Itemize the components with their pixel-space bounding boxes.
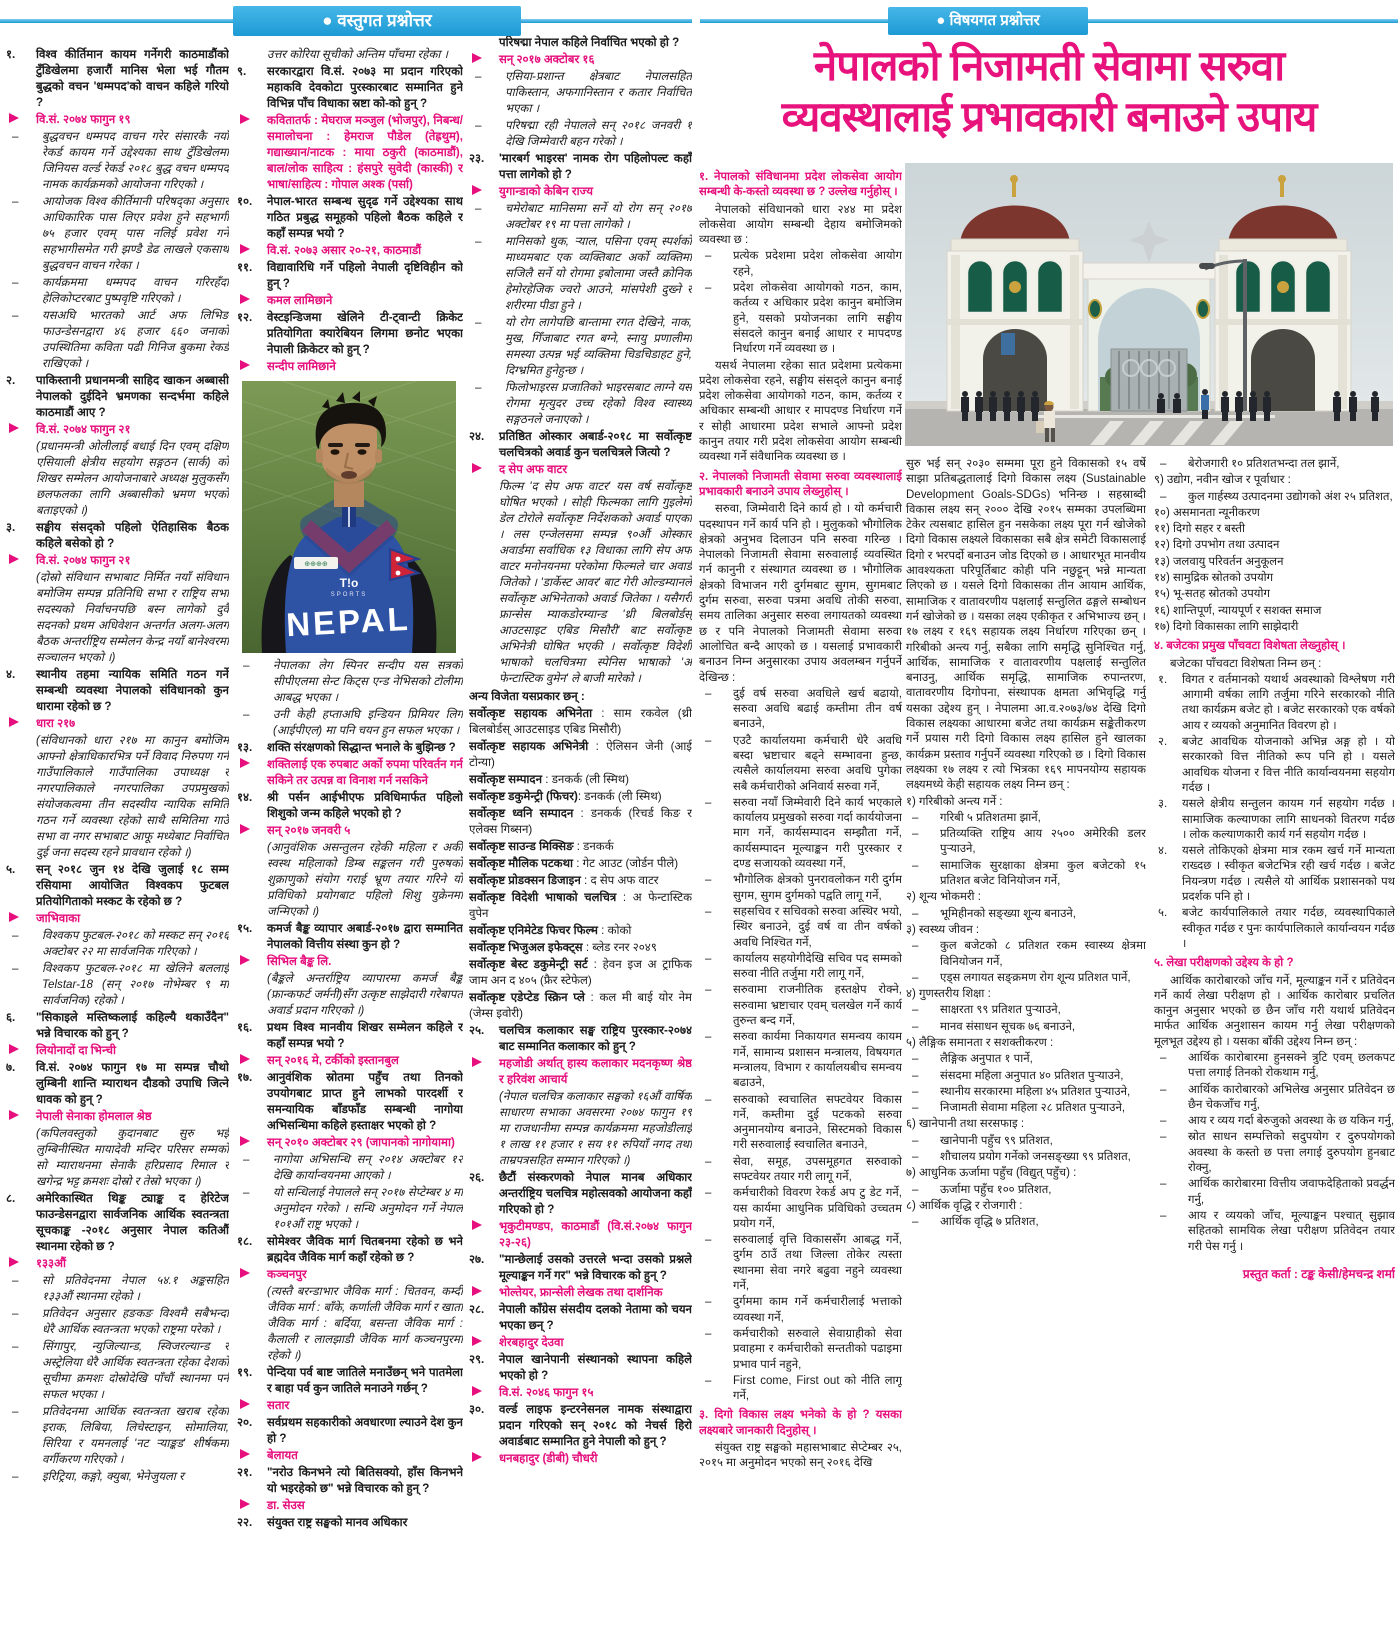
answer-arrow-icon bbox=[9, 912, 19, 922]
bullet: – साक्षरता ९९ प्रतिशत पुर्‍याउने, bbox=[912, 1004, 1061, 1017]
detail-bullet: – चमेरोबाट मानिसमा सर्ने यो रोग सन् २०१७ अक्टोबर १९ मा पत्ता लागेको । bbox=[475, 202, 692, 231]
question: ६. "सिकाइले मस्तिष्कलाई कहिल्यै थकाउँदैन" भन्ने विचारक को हुन् ? bbox=[6, 1011, 229, 1040]
left-section-header-label: ● वस्तुगत प्रश्नोत्तर bbox=[322, 11, 432, 30]
question: ८. अमेरिकास्थित थिङ्क ट्याङ्क द हेरिटेज फाउन्डेसनद्वारा सार्वजनिक आर्थिक स्वतन्त्रता सूचकाङ्क -२०१८ अनुसार नेपाल कतिऔं स्थानमा रहेको छ ? bbox=[6, 1192, 229, 1253]
answer-arrow-icon bbox=[9, 554, 19, 564]
answer-arrow-icon bbox=[240, 360, 250, 370]
bullet: – सहसचिव र सचिवको सरुवा अस्थिर भयो, स्थिर बनाउने, दुई वर्ष वा तीन वर्षको अवधि निश्चित गर्ने, bbox=[705, 905, 902, 949]
detail-bullet: – सिंगापुर, न्युजिल्यान्ड, स्विजरल्यान्ड र अस्ट्रेलिया धेरै आर्थिक स्वतन्त्रता रहेका देशको सूचीमा क्रमशः दोस्रोदेखि पाँचौं स्थानमा पर्न सफल भएका । bbox=[12, 1340, 229, 1401]
question: ११. विद्यावारिधि गर्ने पहिलो नेपाली दृष्टिविहीन को हुन् ? bbox=[237, 261, 463, 290]
byline: प्रस्तुत कर्ता : टङ्क केसी/हेमचन्द्र शर्मा bbox=[1242, 1266, 1395, 1281]
question: १४. श्री पर्सन आईभीएफ प्रविधिमार्फत पहिलो शिशुको जन्म कहिले भएको हो ? bbox=[237, 791, 463, 820]
list-heading: ३) स्वस्थ्य जीवन : bbox=[906, 923, 980, 936]
svg-text:SPORTS: SPORTS bbox=[330, 592, 368, 598]
answer: बेलायत bbox=[237, 1448, 463, 1464]
detail-bullet: – बुद्धवचन धम्मपद वाचन गरेर संसारकै नयाँ रेकर्ड कायम गर्ने उद्देश्यका साथ टुँडिखेलमा जिनियस वर्ल्ड रेकर्ड २०१८ बुद्ध वचन धम्मपद नामक कार्यक्रमको आयोजना गरिएको । bbox=[12, 130, 229, 191]
answer-arrow-icon bbox=[472, 1057, 482, 1067]
question: १. विश्व कीर्तिमान कायम गर्नेगरी काठमाडौंको टुँडिखेलमा हजारौं मानिस भेला भई गौतम बुद्धको वचन 'धम्मपद'को वाचन कहिले गरियो ? bbox=[6, 48, 229, 109]
bullet: – प्रतिव्यक्ति राष्ट्रिय आय २५०० अमेरिकी डलर पुर्‍याउने, bbox=[912, 828, 1146, 856]
answer-arrow-icon bbox=[472, 1452, 482, 1462]
answer-arrow-icon bbox=[240, 1499, 250, 1509]
question: २३. 'मारबर्ग भाइरस' नामक रोग पहिलोपल्ट कहाँ पत्ता लागेको हो ? bbox=[469, 152, 692, 181]
bullet: – प्रत्येक प्रदेशमा प्रदेश लोकसेवा आयोग रहने, bbox=[705, 250, 902, 278]
left-column-1 bbox=[6, 46, 229, 1636]
answer-arrow-icon bbox=[9, 423, 19, 433]
text-line: (प्रधानमन्त्री ओलीलाई बधाई दिन एवम् दक्षिण एसियाली क्षेत्रीय सहयोग सङ्गठन (सार्क) को शिखर सम्मेलन आयोजनाबारे अध्यक्ष मुलुकसँग छलफलका लागि अब्बासीको भ्रमण भएको बताइएको ।) bbox=[36, 440, 229, 517]
detail-bullet: – मानिसको थुक, र्‍याल, पसिना एवम् स्पर्शको माध्यमबाट एक व्यक्तिबाट अर्को व्यक्तिमा सजिलै सर्ने यो रोगमा इबोलामा जस्तै क्रोनिक हेमोरहेजिक ज्वरो आउने, मांसपेशी दुख्ने र शरीरमा पीडा हुने । bbox=[475, 235, 692, 312]
bullet: – आर्थिक कारोबारमा वित्तीय जवाफदेहिताको प्रवर्द्धन गर्नु, bbox=[1160, 1178, 1395, 1206]
list-heading: १५) भू-सतह स्रोतको उपयोग bbox=[1154, 588, 1270, 601]
detail-bullet: – विश्वकप फुटबल-२०१८ को मस्कट सन् २०१६ अक्टोबर २२ मा सार्वजनिक गरिएको । bbox=[12, 929, 229, 958]
question: २५. चलचित्र कलाकार सङ्घ राष्ट्रिय पुरस्कार-२०७४ बाट सम्मानित कलाकार को हुन् ? bbox=[469, 1024, 692, 1053]
award-line: सर्वोत्कृष्ट सहायक अभिनेता : साम रकवेल (थ्री बिलबोर्डस् आउटसाइड एबिड मिसौरी) bbox=[469, 707, 692, 736]
bullet: – आय र व्यय गर्दा बेरुजुको अवस्था के छ यकिन गर्नु, bbox=[1160, 1115, 1395, 1128]
detail-bullet: – आयोजक विश्व कीर्तिमानी परिषद्का अनुसार आधिकारिक पास लिएर प्रवेश हुने सहभागी ७५ हजार एवम् पास नलिई प्रवेश गर्ने सहभागीसमेत गरी झण्डै डेढ लाखले एकसाथ बुद्धवचन वाचन गरेका । bbox=[12, 195, 229, 272]
bullet: – आर्थिक कारोबारको अभिलेख अनुसार प्रतिवेदन छ छैन चेकजाँच गर्नु, bbox=[1160, 1083, 1395, 1111]
bullet: – गरिबी ५ प्रतिशतमा झार्ने, bbox=[912, 811, 1041, 824]
question: २०. सर्वप्रथम सहकारीको अवधारणा ल्याउने देश कुन हो ? bbox=[237, 1416, 463, 1445]
bullet: – दुई वर्ष सरुवा अवधिले खर्च बढायो, सरुवा अवधि बढाई कम्तीमा तीन वर्ष बनाउने, bbox=[705, 687, 902, 731]
right-column-2 bbox=[906, 456, 1146, 1636]
bullet: – कर्मचारीको सरुवाले सेवाग्राहीको सेवा प्रवाहमा र कर्मचारीको सन्ततीको पढाइमा प्रभाव पार्न नहुने, bbox=[705, 1327, 902, 1371]
answer-arrow-icon bbox=[9, 717, 19, 727]
text-line: अन्य विजेता यसप्रकार छन् : bbox=[469, 690, 585, 703]
bullet: – आर्थिक कारोबारमा हुनसक्ने त्रुटि एवम् छलकपट पत्ता लगाई तिनको रोकथाम गर्नु, bbox=[1160, 1051, 1395, 1080]
answer-arrow-icon bbox=[240, 955, 250, 965]
question: १९. पेन्दिया पर्व बाष्ट जातिले मनाउँछन् भने पातमेला र बाहा पर्व कुन जातिले मनाउने गर्छन् ? bbox=[237, 1366, 463, 1395]
award-line: सर्वोत्कृष्ट एनिमेटेड फिचर फिल्म : कोको bbox=[469, 924, 632, 937]
answer: सन्दीप लामिछाने bbox=[237, 359, 463, 375]
bullet: – भौगोलिक क्षेत्रको पुनरावलोकन गरी दुर्गम सुगम, सुगम दुर्गमको पद्वति लागू गर्ने, bbox=[705, 874, 902, 902]
award-line: सर्वोत्कृष्ट विदेशी भाषाको चलचित्र : अ फेन्टास्टिक वुपेन bbox=[469, 891, 692, 920]
answer-arrow-icon bbox=[240, 1054, 250, 1064]
numbered-point: ३. यसले क्षेत्रीय सन्तुलन कायम गर्न सहयोग गर्दछ । सामाजिक कल्याणका लागि साधनको वितरण गर्दछ । लोक कल्याणकारी कार्य गर्न सहयोग गर्दछ । bbox=[1158, 798, 1395, 841]
answer-arrow-icon bbox=[240, 824, 250, 834]
text-line: (बैङ्कले अन्तर्राष्ट्रिय व्यापारमा कमर्ज बैङ्क (फ्रान्कफर्ट जर्मनी)सँग उत्कृष्ट साझेदारी गरेबापत अवार्ड प्रदान गरिएको ।) bbox=[267, 972, 463, 1017]
left-column-2 bbox=[237, 46, 463, 1636]
text-line: सुरु भई सन् २०३० सम्ममा पूरा हुने विकासको १५ वर्षे साझा प्रतिबद्धतालाई दिगो विकास लक्ष्य (Sustainable Development Goals-SDGs) भनिन्छ । सहस्राब्दी विकास लक्ष्य सन् २००० देखि २०१५ सम्मका उपलब्धिमा टेकेर त्यसबाट हासिल हुन नसकेका लक्ष्य पूरा गर्न खोजेको दिगो विकास लक्ष्यले विकासका सबै क्षेत्र समेटी विकासलाई दिगो र भरपर्दो बनाउन जोड दिएको छ । आधारभूत मानवीय आवश्यकता परिपूर्तिबाट कोही पनि नछुट्टून् भन्ने मान्यता लिएको छ । यसले दिगो विकासका तीन आयाम आर्थिक, सामाजिक र वातावरणीय पक्षलाई सन्तुलित ढङ्गले सम्बोधन गर्न खोजेको छ । यसका लक्ष्य एकीकृत र अभिभाज्य छन् । १७ लक्ष्य र १६९ सहायक लक्ष्य निर्धारण गरिएका छन् । गरिबीको अन्त्य गर्नु, सबैका लागि समृद्धि सुनिश्चित गर्नु, आर्थिक, सामाजिक र वातावरणीय पक्षलाई सन्तुलित बनाउनु, आर्थिक समृद्धि, सामाजिक रुपान्तरण, वातावरणीय दिगोपना, संस्थापक क्षमता अभिवृद्धि गर्नु यसका उद्देश्य हुन् । नेपालमा आ.व.२०७३/७४ देखि दिगो विकास लक्ष्यका आधारमा बजेट तथा कार्यक्रम सङ्केतीकरण गर्ने प्रयास गरी दिगो विकास लक्ष्य हासिल हुने खालका कार्यक्रम प्रस्ताव गर्नुपर्ने व्यवस्था गरिएको छ । दिगो विकास लक्ष्यका १७ लक्ष्य र त्यो भित्रका १६९ मापनयोग्य सहायक लक्ष्यमध्ये केही सहायक लक्ष्य निम्न छन् : bbox=[906, 458, 1146, 792]
question: ७. वि.सं. २०७४ फागुन १७ मा सम्पन्न चौथो लुम्बिनी शान्ति म्याराथन दौडको उपाधि जित्ने धावक को हुन् ? bbox=[6, 1061, 229, 1106]
bullet: – खानेपानी पहुँच ९९ प्रतिशत, bbox=[912, 1134, 1053, 1147]
question: ३०. वर्ल्ड लाइफ इन्टरनेसनल नामक संस्थाद्वारा प्रदान गरिएको सन् २०१८ को नेचर्स हिरो अवार्डबाट सम्मानित हुने नेपाली को हुन् ? bbox=[469, 1403, 692, 1448]
bullet: – First come, First out को नीति लागू गर्ने, bbox=[705, 1374, 902, 1403]
bullet: – सरुवा नयाँ जिम्मेवारी दिने कार्य भएकाले कार्यालय प्रमुखको सरुवा गर्दा कार्ययोजना माग गर्ने, कार्यसम्पादन सम्झौता गर्ने, कार्यसम्पादन मूल्याङ्कन गरी पुरस्कार र दण्ड सजायको व्यवस्था गर्ने, bbox=[705, 796, 902, 871]
numbered-point: २. बजेट आवधिक योजनाको अभिन्न अङ्ग हो । यो सरकारको वित्त नीतिको रूप पनि हो । यसले आवधिक योजना र वित्त नीति कार्यान्वयनमा सहयोग गर्दछ । bbox=[1158, 736, 1395, 794]
question: १३. शक्ति संरक्षणको सिद्धान्त भनाले के बुझिन्छ ? bbox=[237, 741, 456, 754]
list-heading: २) शून्य भोकमरी : bbox=[906, 891, 981, 904]
gate-photo bbox=[905, 163, 1393, 446]
sub-question: ४. बजेटका प्रमुख पाँचवटा विशेषता लेख्नुहोस् । bbox=[1154, 640, 1346, 653]
right-section-header bbox=[888, 7, 1088, 35]
question: १२. वेस्टइन्डिजमा खेलिने टी-ट्वान्टी क्रिकेट प्रतियोगिता क्यारेबियन लिगमा छनोट भएका नेपाली क्रिकेटर को हुन् ? bbox=[237, 311, 463, 356]
detail-bullet: – इरिट्रिया, कङ्गो, क्युबा, भेनेजुयला र bbox=[12, 1470, 184, 1483]
headline bbox=[703, 40, 1395, 142]
list-heading: ८) आर्थिक वृद्धि र रोजगारी : bbox=[906, 1199, 1023, 1212]
answer: भृकुटीमण्डप, काठमाडौं (वि.सं.२०७४ फागुन २३-२६) bbox=[469, 1219, 692, 1251]
answer: वि.सं. २०४६ फागुन १५ bbox=[469, 1385, 692, 1401]
award-line: सर्वोत्कृष्ट बेस्ट डकुमेन्ट्री सर्ट : हेवन इज अ ट्राफिक जाम अन द ४०५ (फ्रैर स्टेफेल) bbox=[469, 958, 692, 987]
bullet: – आर्थिक वृद्धि ७ प्रतिशत, bbox=[912, 1216, 1039, 1229]
award-line: सर्वोत्कृष्ट भिजुअल इफेक्ट्स : ब्लेड रनर २०४९ bbox=[469, 941, 657, 954]
answer: जाभिवाका bbox=[6, 911, 229, 927]
bullet: – सामाजिक सुरक्षाका क्षेत्रमा कुल बजेटको १५ प्रतिशत बजेट विनियोजन गर्ने, bbox=[912, 859, 1146, 888]
bullet: – सरुवालाई वृत्ति विकाससँग आबद्ध गर्ने, दुर्गम ठाउँ तथा जिल्ला तोकेर त्यस्ता स्थानमा सेवा नगरे बढुवा नहुने व्यवस्था गर्ने, bbox=[705, 1234, 902, 1293]
bullet: – एउटै कार्यालयमा कर्मचारी धेरै अवधि बस्दा भ्रष्टाचार बढ्ने सम्भावना हुन्छ, त्यसैले कार्यालयमा सरुवा अवधि पुगेका सबै कर्मचारीको अनिवार्य सरुवा गर्ने, bbox=[705, 734, 902, 793]
answer: भोल्तेयर, फ्रान्सेली लेखक तथा दार्शनिक bbox=[469, 1285, 692, 1301]
question: ५. सन् २०१८ जुन १४ देखि जुलाई १८ सम्म रसियामा आयोजित विश्वकप फुटबल प्रतियोगिताको मस्कट के रहेको छ ? bbox=[6, 863, 229, 908]
answer: द सेप अफ वाटर bbox=[469, 462, 692, 478]
headline-line-2: व्यवस्थालाई प्रभावकारी बनाउने उपाय bbox=[781, 93, 1317, 140]
sub-question: २. नेपालको निजामती सेवामा सरुवा व्यवस्थालाई प्रभावकारी बनाउने उपाय लेख्नुहोस् । bbox=[699, 470, 902, 498]
detail-bullet: – विश्वकप फुटबल-२०१८ मा खेलिने बललाई Telstar-18 (सन् २०१७ नोभेम्बर ९ मा सार्वजनिक) रहेको । bbox=[12, 962, 229, 1007]
detail-bullet: – नेपालका लेग स्पिनर सन्दीप यस सत्रको सीपीएलमा सेन्ट किट्स एन्ड नेभिसको टोलीमा आबद्ध भएका । bbox=[243, 659, 463, 704]
detail-bullet: – फिलोभाइरस प्रजातिको भाइरसबाट लाग्ने यस रोगमा मृत्युदर उच्च रहेको विश्व स्वास्थ्य सङ्गठनले जनाएको । bbox=[475, 381, 692, 426]
list-heading: ६) खानेपानी तथा सरसफाइ : bbox=[906, 1118, 1025, 1131]
answer-arrow-icon bbox=[240, 244, 250, 254]
detail-bullet: – उनी केही हप्ताअघि इन्डियन प्रिमियर लिग (आईपीएल) मा पनि चयन हुन सफल भएका । bbox=[243, 708, 463, 737]
question: २. पाकिस्तानी प्रधानमन्त्री साहिद खाकन अब्बासी नेपालको दुईदिने भ्रमणका सन्दर्भमा कहिले काठमाडौं आए ? bbox=[6, 374, 229, 419]
cricketer-illustration bbox=[242, 381, 456, 653]
list-heading: १७) दिगो विकासका लागि साझेदारी bbox=[1154, 620, 1299, 633]
left-section-header bbox=[233, 6, 521, 36]
answer: नेपाली सेनाका होमलाल श्रेष्ठ bbox=[6, 1109, 229, 1125]
sub-question: ५. लेखा परीक्षणको उद्देश्य के हो ? bbox=[1154, 957, 1294, 970]
answer: कञ्चनपुर bbox=[237, 1267, 463, 1283]
answer: शेरबहादुर देउवा bbox=[469, 1335, 692, 1351]
question: १६. प्रथम विश्व मानवीय शिखर सम्मेलन कहिले र कहाँ सम्पन्न भयो ? bbox=[237, 1021, 463, 1050]
bullet: – आय र व्ययको जाँच, मूल्याङ्कन पश्चात् सुझाव सहितको सामयिक लेखा परीक्षण प्रतिवेदन तयार गरी पेस गर्नु । bbox=[1160, 1209, 1395, 1253]
text-line: फिल्म 'द सेप अफ वाटर' यस वर्ष सर्वोत्कृष्ट घोषित भएको । सोही फिल्मका लागि गुइलेर्मो डेल टोरोले सर्वोत्कृष्ट निर्देशकको अवार्ड पाएका । लस एन्जेलसमा सम्पन्न ९०औं ओस्कार अवार्डमा सर्वाधिक १३ विधाका लागि सेप अफ वाटर मनोनयनमा परेकोमा फिल्मले चार अवार्ड जितेको । 'डार्केस्ट आवर' बाट गेरी ओल्डम्यानले सर्वोत्कृष्ट अभिनेताको अवार्ड जितेका । यसैगरी फ्रान्सेस म्याकडोरम्यान्ड 'थ्री बिलबोर्डस् आउटसाइट एबिड मिसौरी' बाट सर्वोत्कृष्ट अभिनेत्री घोषित भएकी । सर्वोत्कृष्ट विदेशी भाषाको चलचित्रमा स्पेनिस भाषाको 'अ फेन्टास्टिक वुमेन' ले बाजी मारेको । bbox=[499, 480, 692, 685]
text-line: (संविधानको धारा २१७ मा कानुन बमोजिम आफ्नो क्षेत्राधिकारभित्र पर्ने विवाद निरुपण गर्न गाउँपालिकाले गाउँपालिका उपाध्यक्ष र नगरपालिकाले नगरपालिका उपप्रमुखको संयोजकत्वमा तीन सदस्यीय न्यायिक समिति गठन गर्ने व्यवस्था रहेको साथै समितिमा गाउँ सभा वा नगर सभाबाट आफू मध्येबाट निर्वाचित दुई जना सदस्य रहने प्रावधान रहेको ।) bbox=[36, 734, 229, 859]
detail-bullet: – परिषद्मा रही नेपालले सन् २०१८ जनवरी १ देखि जिम्मेवारी बहन गरेको । bbox=[475, 119, 692, 148]
answer: सिभिल बैङ्क लि. bbox=[237, 954, 463, 970]
list-heading: ७) आधुनिक ऊर्जामा पहुँच (विद्युत् पहुँच) : bbox=[906, 1167, 1077, 1180]
award-line: सर्वोत्कृष्ट सम्पादन : डनकर्क (ली स्मिथ) bbox=[469, 773, 630, 786]
award-line: सर्वोत्कृष्ट प्रोडक्सन डिजाइन : द सेप अफ वाटर bbox=[469, 874, 659, 887]
detail-bullet: – नागोया अभिसन्धि सन् २०१४ अक्टोबर १२ देखि कार्यान्वयनमा आएको । bbox=[243, 1153, 463, 1182]
bullet: – स्रोत साधन सम्पत्तिको सदुपयोग र दुरुपयोगको अवस्था के कस्तो छ पत्ता लगाई दुरुपयोग हुनबाट रोक्नु, bbox=[1160, 1131, 1395, 1175]
answer-arrow-icon bbox=[9, 1044, 19, 1054]
answer-arrow-icon bbox=[472, 53, 482, 63]
right-section-header-label: ● विषयगत प्रश्नोत्तर bbox=[936, 12, 1040, 29]
text-line: आर्थिक कारोबारको जाँच गर्ने, मूल्याङ्कन गर्ने र प्रतिवेदन गर्ने कार्य लेखा परीक्षण हो । आर्थिक कारोबार प्रचलित कानुन अनुसार भएको छ छैन जाँच गरी यथार्थ प्रतिवेदन मार्फत आर्थिक अनुशासन कायम गर्नु लेखा परीक्षणको मूलभूत उद्देश्य हो । यसका बाँकी उद्देश्य निम्न छन् : bbox=[1154, 974, 1395, 1048]
answer: सन् २०१६ मे, टर्कीको इस्तानबुल bbox=[237, 1053, 463, 1069]
list-heading: ४) गुणस्तरीय शिक्षा : bbox=[906, 988, 991, 1001]
list-heading: ११) दिगो सहर र बस्ती bbox=[1154, 523, 1245, 536]
list-heading: १०) असमानता न्यूनीकरण bbox=[1154, 506, 1260, 519]
bullet: – संसदमा महिला अनुपात ४० प्रतिशत पुर्‍याउने, bbox=[912, 1069, 1124, 1082]
list-heading: १३) जलवायु परिवर्तन अनुकूलन bbox=[1154, 555, 1284, 568]
answer: वि.सं. २०७३ असार २०-२१, काठमाडौं bbox=[237, 243, 463, 259]
award-line: सर्वोत्कृष्ट सहायक अभिनेत्री : ऐलिसन जेनी (आई टोन्या) bbox=[469, 740, 692, 769]
award-line: सर्वोत्कृष्ट डकुमेन्ट्री (फिचर): डनकर्क (ली स्मिथ) bbox=[469, 790, 662, 803]
bullet: – दुर्गममा काम गर्ने कर्मचारीलाई भत्ताको व्यवस्था गर्ने, bbox=[705, 1296, 902, 1324]
answer: सन् २०१७ जनवरी ५ bbox=[237, 823, 463, 839]
text-line: (दोस्रो संविधान सभाबाट निर्मित नयाँ संविधान बमोजिम सम्पन्न प्रतिनिधि सभा र राष्ट्रिय सभा सदस्यको निर्वाचनपछि बस्न लागेको दुवै सदनको प्रथम अधिवेशन अन्तर्गत अलग-अलग बैठक अन्तर्राष्ट्रिय सम्मेलन केन्द्र नयाँ बानेश्वरमा सञ्चालन भएको ।) bbox=[36, 571, 229, 664]
answer: कवितातर्फ : मेघराज मञ्जुल (भोजपुर), निबन्ध/समालोचना : हेमराज पौडेल (तेह्रथुम), गद्याख्यान/नाटक : माया ठकुरी (काठमाडौं), बाल/लोक साहित्य : हंसपुरे सुवेदी (कास्की) र भाषा/साहित्य : गोपाल अश्क (पर्सा) bbox=[237, 113, 463, 193]
svg-text:⊕⊕⊕⊕: ⊕⊕⊕⊕ bbox=[304, 561, 328, 568]
answer-arrow-icon bbox=[240, 114, 250, 124]
answer: वि.सं. २०७४ फागुन २१ bbox=[6, 553, 229, 569]
text-line: सरुवा, जिम्मेवारी दिने कार्य हो । यो कर्मचारी पदस्थापन गर्ने कार्य पनि हो । मुलुकको भौगोलिक क्षेत्रको अनुभव दिलाउन पनि सरुवा गरिन्छ । नेपालको निजामती सेवामा सरुवालाई व्यवस्थित गर्न कानुनी र संस्थागत व्यवस्था छ । भौगोलिक क्षेत्रको विभाजन गरी दुर्गमबाट सुगम, सुगमबाट दुर्गम सरुवा, सरुवा पत्रमा अवधि तोकी सरुवा, समय तालिका अनुसार सरुवा लगायतको व्यवस्था छ र पनि नेपालको निजामती सेवामा सरुवा आलोचित बन्दै आएको छ । यसलाई प्रभावकारी बनाउन निम्न अनुसारका उपाय अवलम्बन गर्नुपर्ने देखिन्छ : bbox=[699, 503, 902, 684]
answer-arrow-icon bbox=[240, 1449, 250, 1459]
bullet: – मानव संसाधन सूचक ७६ बनाउने, bbox=[912, 1020, 1076, 1033]
headline-line-1: नेपालको निजामती सेवामा सरुवा bbox=[813, 42, 1285, 89]
bullet: – ऊर्जामा पहुँच १०० प्रतिशत, bbox=[912, 1183, 1052, 1196]
answer: वि.सं. २०७४ फागुन २१ bbox=[6, 422, 229, 438]
answer-arrow-icon bbox=[240, 758, 250, 768]
question: १८. सोमेश्वर जैविक मार्ग चितबनमा रहेको छ भने ब्रह्मदेव जैविक मार्ग कहाँ रहेको छ ? bbox=[237, 1235, 463, 1264]
bullet: – कुल बजेटको ८ प्रतिशत रकम स्वास्थ्य क्षेत्रमा विनियोजन गर्ने, bbox=[912, 940, 1146, 968]
answer-arrow-icon bbox=[472, 1286, 482, 1296]
bullet: – सेवा, समूह, उपसमूहगत सरुवाको सफ्टवेयर तयार गरी लागू गर्ने, bbox=[705, 1155, 902, 1183]
text-line: (कपिलवस्तुको कुदानबाट सुरु भई लुम्बिनीस्थित मायादेवी मन्दिर परिसर सम्मको सो म्याराथनमा सेनाकै हरिप्रसाद रिमाल र खगेन्द्र भट्ट क्रमशः दोस्रो र तेस्रो भएका ।) bbox=[36, 1127, 229, 1188]
bullet: – बेरोजगारी १० प्रतिशतभन्दा तल झार्ने, bbox=[1160, 458, 1340, 470]
bullet: – सरुवामा राजनीतिक हस्तक्षेप रोक्ने, सरुवामा भ्रष्टाचार एवम् चलखेल गर्ने कार्य तुरुन्त बन्द गर्ने, bbox=[705, 984, 902, 1028]
bullet: – एड्स लगायत सङ्क्रमण रोग शून्य प्रतिशत पार्ने, bbox=[912, 971, 1131, 984]
answer: शक्तिलाई एक रुपबाट अर्को रुपमा परिवर्तन गर्न सकिने तर उत्पन्न वा विनाश गर्न नसकिने bbox=[237, 757, 463, 789]
question: ९. सरकारद्वारा वि.सं. २०७३ मा प्रदान गरिएको महाकवि देवकोटा पुरस्कारबाट सम्मानित हुने विभिन्न पाँच विधाका स्रष्टा को-को हुन् ? bbox=[237, 65, 463, 110]
answer-arrow-icon bbox=[472, 1386, 482, 1396]
right-column-3 bbox=[1154, 456, 1395, 1636]
award-line: सर्वोत्कृष्ट मौलिक पटकथा : गेट आउट (जोर्डन पीले) bbox=[469, 857, 679, 870]
award-line: सर्वोत्कृष्ट साउन्ड मिक्सिङ : डनकर्क bbox=[469, 840, 614, 853]
singha-durbar-gate-illustration bbox=[905, 163, 1393, 446]
bullet: – सरुवाको स्वचालित सफ्टवेयर विकास गर्ने, कम्तीमा दुई पटकको सरुवा अनुमानयोग्य बनाउने, सिस्टमको विकास गरी सरुवालाई स्वचालित बनाउने, bbox=[705, 1093, 902, 1152]
bullet: – कार्यालय सहयोगीदेखि सचिव पद सम्मको सरुवा नीति तर्जुमा गरी लागू गर्ने, bbox=[705, 952, 902, 981]
answer-arrow-icon bbox=[472, 463, 482, 473]
question: १५. कमर्ज बैङ्क व्यापार अबार्ड-२०१७ द्वारा सम्मानित नेपालको वित्तीय संस्था कुन हो ? bbox=[237, 922, 463, 951]
text-line: यसर्थ नेपालमा रहेका सात प्रदेशमा प्रत्येकमा प्रदेश लोकसेवा रहने, सङ्घीय संसद्ले कानुन बनाई प्रदेश लोकसेवा आयोगको गठन, काम, कर्तव्य र अधिकार सम्बन्धी आधार र मापदण्ड निर्धारण गर्ने र सोही आधारमा प्रदेश सभाले आफ्नो प्रदेश कानुन तयार गरी प्रदेश लोकसेवा आयोग सम्बन्धी व्यवस्था गर्ने संवैधानिक व्यवस्था छ । bbox=[699, 359, 902, 464]
cricketer-photo bbox=[242, 381, 456, 653]
text-line: संयुक्त राष्ट्र सङ्घको महासभाबाट सेप्टेम्बर २५, २०१५ मा अनुमोदन भएको सन् २०१६ देखि bbox=[699, 1442, 902, 1470]
text-line: परिषद्मा नेपाल कहिले निर्वाचित भएको हो ? bbox=[499, 36, 680, 49]
numbered-point: १. विगत र वर्तमानको यथार्थ अवस्थाको विश्लेषण गरी आगामी वर्षका लागि तर्जुमा गरिने सरकारको नीति तथा कार्यक्रम बजेट हो । बजेट सरकारको एक वर्षको आय र व्ययको अनुमानित विवरण हो । bbox=[1158, 673, 1395, 732]
sub-question: १. नेपालको संविधानमा प्रदेश लोकसेवा आयोग सम्बन्धी के-कस्तो व्यवस्था छ ? उल्लेख गर्नुहोस् । bbox=[699, 171, 902, 199]
list-heading: १४) सामुद्रिक स्रोतको उपयोग bbox=[1154, 572, 1274, 585]
award-line: सर्वोत्कृष्ट ध्वनि सम्पादन : डनकर्क (रिचर्ड किङ र एलेक्स गिब्सन) bbox=[469, 807, 692, 836]
numbered-point: ४. यसले तोकिएको क्षेत्रमा मात्र रकम खर्च गर्ने मान्यता राख्दछ । स्वीकृत बजेटभित्र रही खर्च गर्दछ । बजेट नियन्त्रण गर्दछ । त्यसैले यो आर्थिक प्रशासनको पथ प्रदर्शक पनि हो । bbox=[1158, 845, 1395, 904]
right-column-1 bbox=[699, 166, 902, 1636]
numbered-point: ५. बजेट कार्यपालिकाले तयार गर्दछ, व्यवस्थापिकाले स्वीकृत गर्दछ र पुनः कार्यपालिकाले कार्यान्वयन गर्दछ । bbox=[1158, 907, 1395, 950]
detail-bullet: – प्रतिवेदन अनुसार हङकङ विश्वमै सबैभन्दा धेरै आर्थिक स्वतन्त्रता भएको राष्ट्रमा परेको । bbox=[12, 1307, 229, 1336]
text-line: नेपालको संविधानको धारा २४४ मा प्रदेश लोकसेवा आयोग सम्बन्धी देहाय बमोजिमको व्यवस्था छ : bbox=[699, 203, 902, 247]
answer: वि.सं. २०७४ फागुन १९ bbox=[6, 112, 229, 128]
list-heading: ५) लैङ्गिक समानता र सशक्तीकरण : bbox=[906, 1036, 1054, 1049]
answer-arrow-icon bbox=[240, 294, 250, 304]
sub-question: ३. दिगो विकास लक्ष्य भनेको के हो ? यसका लक्ष्यबारे जानकारी दिनुहोस् । bbox=[699, 1409, 902, 1437]
question: १७. आनुवंशिक स्रोतमा पहुँच तथा तिनको उपयोगबाट प्राप्त हुने लाभको पारदर्शी र समन्यायिक बाँडफाँड सम्बन्धी नागोया अभिसन्धिमा कहिले हस्ताक्षर भएको हो ? bbox=[237, 1071, 463, 1132]
bullet: – कर्मचारीको विवरण रेकर्ड अप टु डेट गर्ने, यस कार्यमा आधुनिक प्रविधिको उच्चतम प्रयोग गर्ने, bbox=[705, 1187, 902, 1230]
left-column-3 bbox=[469, 34, 692, 1636]
list-heading: १) गरिबीको अन्त्य गर्ने : bbox=[906, 795, 1003, 808]
question: २९. नेपाल खानेपानी संस्थानको स्थापना कहिले भएको हो ? bbox=[469, 1353, 692, 1382]
answer: लियोनादों दा भिन्ची bbox=[6, 1043, 229, 1059]
question: २२. संयुक्त राष्ट्र सङ्घको मानव अधिकार bbox=[237, 1516, 408, 1529]
answer: १३३औं bbox=[6, 1256, 229, 1272]
answer-arrow-icon bbox=[9, 113, 19, 123]
text-line: बजेटका पाँचवटा विशेषता निम्न छन् : bbox=[1170, 657, 1322, 670]
question: २४. प्रतिष्ठित ओस्कार अबार्ड-२०१८ मा सर्वोत्कृष्ट चलचित्रको अवार्ड कुन चलचित्रले जित्यो ? bbox=[469, 430, 692, 459]
bullet: – सरुवा कार्यमा निकायगत समन्वय कायम गर्ने, सामान्य प्रशासन मन्त्रालय, विषयगत मन्त्रालय, विभाग र कार्यालयबीच समन्वय बढाउने, bbox=[705, 1031, 902, 1090]
detail-bullet: – एसिया-प्रशान्त क्षेत्रबाट नेपालसहित पाकिस्तान, अफगानिस्तान र कतार निर्वाचित भएका । bbox=[475, 70, 692, 115]
detail-bullet: – सो प्रतिवेदनमा नेपाल ५४.१ अङ्कसहित १३३औं स्थानमा रहेको । bbox=[12, 1274, 229, 1303]
answer-arrow-icon bbox=[9, 1110, 19, 1120]
answer: धारा २१७ bbox=[6, 716, 229, 732]
list-heading: १६) शान्तिपूर्ण, न्यायपूर्ण र सशक्त समाज bbox=[1154, 604, 1322, 617]
answer: महजोडी अर्थात् हास्य कलाकार मदनकृष्ण श्रेष्ठ र हरिवंश आचार्य bbox=[469, 1056, 692, 1088]
bullet: – निजामती सेवामा महिला २८ प्रतिशत पुर्‍याउने, bbox=[912, 1102, 1126, 1115]
svg-text:NEPAL: NEPAL bbox=[285, 599, 412, 644]
answer-arrow-icon bbox=[240, 1268, 250, 1278]
answer-arrow-icon bbox=[472, 185, 482, 195]
answer-arrow-icon bbox=[240, 1136, 250, 1146]
bullet: – भूमिहीनको सङ्ख्या शून्य बनाउने, bbox=[912, 907, 1076, 920]
answer: डा. सेउस bbox=[237, 1498, 463, 1514]
answer: सतार bbox=[237, 1398, 463, 1414]
answer: सन् २०१७ अक्टोबर १६ bbox=[469, 52, 692, 68]
svg-text:T!o: T!o bbox=[339, 576, 359, 590]
answer: कमल लामिछाने bbox=[237, 293, 463, 309]
question: ३. सङ्घीय संसद्को पहिलो ऐतिहासिक बैठक कहिले बसेको हो ? bbox=[6, 521, 229, 550]
bullet: – शौचालय प्रयोग गर्नेको जनसङ्ख्या ९९ प्रतिशत, bbox=[912, 1151, 1131, 1164]
question: २६. छैटौं संस्करणको नेपाल मानब अधिकार अन्तर्राष्ट्रिय चलचित्र महोत्सवको आयोजना कहाँ गरिएको हो ? bbox=[469, 1171, 692, 1216]
detail-bullet: – कार्यक्रममा धम्मपद वाचन गरिरहँदा हेलिकोप्टरबाट पुष्पवृष्टि गरिएको । bbox=[12, 276, 229, 305]
answer-arrow-icon bbox=[472, 1220, 482, 1230]
question: ४. स्थानीय तहमा न्यायिक समिति गठन गर्ने सम्बन्धी व्यवस्था नेपालको संविधानको कुन धारामा रहेको छ ? bbox=[6, 668, 229, 713]
detail-bullet: – यो सन्धिलाई नेपालले सन् २०१७ सेप्टेम्बर ४ मा अनुमोदन गरेको । सन्धि अनुमोदन गर्ने नेपाल १०१औं राष्ट्र भएको । bbox=[243, 1186, 463, 1231]
detail-bullet: – यो रोग लागेपछि बान्तामा रगत देखिने, नाक, मुख, गिँजाबाट रगत बग्ने, स्नायु प्रणालीमा समस्या उत्पन्न भई व्यक्तिमा चिडचिडाहट हुने, दिग्भ्रमित हुनेहुन्छ । bbox=[475, 316, 692, 377]
bullet: – लैङ्गिक अनुपात १ पार्ने, bbox=[912, 1053, 1033, 1066]
award-line: सर्वोत्कृष्ट एडेप्टेड स्क्रिन प्ले : कल मी बाई योर नेम (जेम्स इवोरी) bbox=[469, 991, 692, 1020]
text-line: उत्तर कोरिया सूचीको अन्तिम पाँचमा रहेका । bbox=[267, 48, 448, 61]
list-heading: ९) उद्योग, नवीन खोज र पूर्वाधार : bbox=[1154, 474, 1291, 487]
detail-bullet: – प्रतिवेदनमा आर्थिक स्वतन्त्रता खराब रहेका इराक, लिबिया, लिचेस्टाइन, सोमालिया, सिरिया र यमनलाई 'नट र्‍याङ्कड' शीर्षकमा वर्गीकरण गरिएको । bbox=[12, 1405, 229, 1466]
text-line: (आनुवंशिक असन्तुलन रहेकी महिला र अर्की स्वस्थ महिलाको डिम्ब सङ्कलन गरी पुरुषको शुक्राणुको संयोग गराई भ्रूण तयार गरिने यो प्रविधिको प्रयोगबाट पहिलो शिशु युक्रेनमा जन्मिएको ।) bbox=[267, 841, 463, 918]
bullet: – प्रदेश लोकसेवा आयोगको गठन, काम, कर्तव्य र अधिकार प्रदेश कानुन बमोजिम हुने, यसको प्रयोजनका लागि सङ्घीय संसदले कानुन बनाई आधार र मापदण्ड निर्धारण गर्ने व्यवस्था छ । bbox=[705, 282, 902, 356]
answer: युगान्डाको केबिन राज्य bbox=[469, 184, 692, 200]
question: २७. "मान्छेलाई उसको उत्तरले भन्दा उसको प्रश्नले मूल्याङ्कन गर्ने गर" भन्ने विचारक को हुन् ? bbox=[469, 1253, 692, 1282]
list-heading: १२) दिगो उपभोग तथा उत्पादन bbox=[1154, 539, 1280, 552]
answer-arrow-icon bbox=[9, 1257, 19, 1267]
answer: सन् २०१० अक्टोबर २९ (जापानको नागोयामा) bbox=[237, 1135, 463, 1151]
answer-arrow-icon bbox=[240, 1399, 250, 1409]
text-line: (त्यस्तै बरन्डाभार जैविक मार्ग : चितवन, कम्दी जैविक मार्ग : बाँके, कर्णाली जैविक मार्ग र खाता जैविक मार्ग : बर्दिया, बसन्ता जैविक मार्ग : कैलाली र लालझाडी जैविक मार्ग कञ्चनपुरमा रहेको ।) bbox=[267, 1285, 463, 1362]
bullet: – कुल गार्हस्थ्य उत्पादनमा उद्योगको अंश २५ प्रतिशत, bbox=[1160, 490, 1393, 503]
question: २८. नेपाली काँग्रेस संसदीय दलको नेतामा को चयन भएका छन् ? bbox=[469, 1303, 692, 1332]
text-line: (नेपाल चलचित्र कलाकार सङ्घको १६औं वार्षिक साधारण सभाका अवसरमा २०७४ फागुन १९ मा राजधानीमा सम्पन्न कार्यक्रममा महजोडीलाई १ लाख ११ हजार १ सय ११ रुपियाँ नगद तथा ताम्रपत्रसहित सम्मान गरिएको ।) bbox=[499, 1090, 692, 1167]
question: १०. नेपाल-भारत सम्बन्ध सुदृढ गर्ने उद्देश्यका साथ गठित प्रबुद्ध समूहको पहिलो बैठक कहिले र कहाँ सम्पन्न भयो ? bbox=[237, 195, 463, 240]
answer-arrow-icon bbox=[472, 1336, 482, 1346]
answer: धनबहादुर (डीबी) चौधरी bbox=[469, 1451, 692, 1467]
detail-bullet: – यसअघि भारतको आर्ट अफ लिभिङ फाउन्डेसनद्वारा ४६ हजार ६६० जनाको उपस्थितिमा कविता पढी गिनिज बुकमा रेकर्ड राखिएको । bbox=[12, 309, 229, 370]
question: २१. "नरोउ किनभने त्यो बितिसक्यो, हाँस किनभने यो भइरहेको छ" भन्ने विचारक को हुन् ? bbox=[237, 1466, 463, 1495]
bullet: – स्थानीय सरकारमा महिला ४५ प्रतिशत पुर्‍याउने, bbox=[912, 1085, 1131, 1098]
